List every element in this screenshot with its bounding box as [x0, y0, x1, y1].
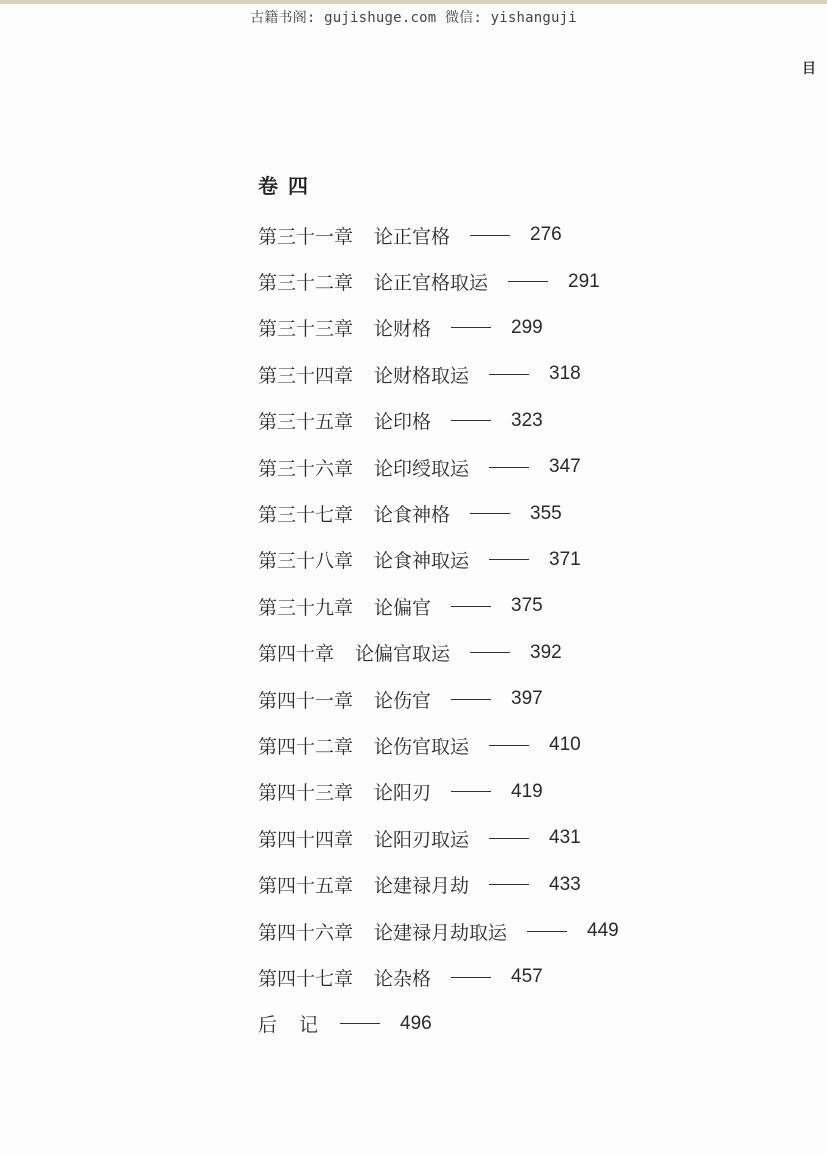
- toc-entry: [258, 305, 778, 351]
- chapter-number: 第四十二章: [258, 735, 354, 758]
- toc-entry: [258, 490, 778, 536]
- leader-dash: [489, 884, 529, 885]
- page-number: 410: [549, 734, 581, 756]
- leader-dash: [340, 1023, 380, 1024]
- page-number: 431: [549, 827, 581, 849]
- chapter-title: 论财格: [374, 318, 432, 341]
- page-number: 433: [549, 873, 581, 895]
- leader-dash: [451, 606, 491, 607]
- toc-entry: [258, 258, 778, 304]
- chapter-number: 第四十四章: [258, 828, 354, 851]
- toc-entry: [258, 212, 778, 258]
- toc-entry: [258, 815, 778, 861]
- leader-dash: [451, 420, 491, 421]
- leader-dash: [470, 652, 510, 653]
- leader-dash: [451, 327, 491, 328]
- toc-entry: [258, 630, 778, 676]
- chapter-title: 论伤官: [374, 689, 432, 712]
- page-number: 276: [530, 224, 562, 246]
- page-number: 323: [511, 409, 543, 431]
- chapter-number: 第三十七章: [258, 504, 354, 527]
- leader-dash: [527, 931, 567, 932]
- chapter-number: 第三十五章: [258, 411, 354, 434]
- chapter-number: 第三十六章: [258, 457, 354, 480]
- leader-dash: [470, 513, 510, 514]
- leader-dash: [489, 838, 529, 839]
- page-number: 375: [511, 595, 543, 617]
- toc-entry: [258, 351, 778, 397]
- toc-entry: [258, 444, 778, 490]
- chapter-number: 第四十六章: [258, 921, 354, 944]
- page-number: 419: [511, 780, 543, 802]
- chapter-number: 第三十二章: [258, 272, 354, 295]
- toc-entry: [258, 537, 778, 583]
- chapter-title: 论印绶取运: [374, 457, 470, 480]
- leader-dash: [489, 467, 529, 468]
- toc-entry: [258, 908, 778, 954]
- page-number: 392: [530, 641, 562, 663]
- leader-dash: [489, 559, 529, 560]
- chapter-number: 第四十三章: [258, 782, 354, 805]
- chapter-title: 论印格: [374, 411, 432, 434]
- chapter-number: 第四十章: [258, 643, 335, 666]
- chapter-number: 第三十四章: [258, 364, 354, 387]
- toc-entry: [258, 722, 778, 768]
- toc-entry: [258, 954, 778, 1000]
- leader-dash: [451, 699, 491, 700]
- chapter-number: 第三十八章: [258, 550, 354, 573]
- chapter-title: 论食神格: [374, 504, 451, 527]
- page-number: 496: [400, 1012, 432, 1034]
- chapter-number: 第三十三章: [258, 318, 354, 341]
- toc-entry: [258, 861, 778, 907]
- page-number: 318: [549, 363, 581, 385]
- leader-dash: [451, 977, 491, 978]
- chapter-title: 论正官格: [374, 225, 451, 248]
- leader-dash: [508, 281, 548, 282]
- page-number: 397: [511, 688, 543, 710]
- chapter-title: 论正官格取运: [374, 272, 489, 295]
- side-label: 目: [802, 61, 816, 77]
- leader-dash: [451, 791, 491, 792]
- page-number: 355: [530, 502, 562, 524]
- page-number: 449: [587, 920, 619, 942]
- leader-dash: [470, 235, 510, 236]
- volume-title: 卷四: [258, 174, 318, 198]
- toc-entry: [258, 676, 778, 722]
- page-number: 299: [511, 316, 543, 338]
- table-of-contents: [258, 212, 778, 1047]
- afterword-label: 后记: [258, 1014, 341, 1037]
- chapter-title: 论伤官取运: [374, 735, 470, 758]
- page-number: 371: [549, 548, 581, 570]
- chapter-title: 论阳刃: [374, 782, 432, 805]
- chapter-title: 论阳刃取运: [374, 828, 470, 851]
- chapter-number: 第三十九章: [258, 596, 354, 619]
- chapter-title: 论杂格: [374, 967, 432, 990]
- chapter-title: 论财格取运: [374, 364, 470, 387]
- chapter-title: 论建禄月劫: [374, 875, 470, 898]
- chapter-title: 论偏官取运: [355, 643, 451, 666]
- toc-entry: [258, 398, 778, 444]
- chapter-title: 论建禄月劫取运: [374, 921, 508, 944]
- page-number: 457: [511, 966, 543, 988]
- toc-entry-afterword: [258, 1001, 778, 1047]
- leader-dash: [489, 745, 529, 746]
- chapter-title: 论偏官: [374, 596, 432, 619]
- toc-entry: [258, 769, 778, 815]
- leader-dash: [489, 374, 529, 375]
- toc-entry: [258, 583, 778, 629]
- chapter-number: 第四十七章: [258, 967, 354, 990]
- chapter-number: 第四十一章: [258, 689, 354, 712]
- chapter-title: 论食神取运: [374, 550, 470, 573]
- watermark: 古籍书阁: gujishuge.com 微信: yishanguji: [250, 10, 577, 26]
- chapter-number: 第三十一章: [258, 225, 354, 248]
- page-number: 291: [568, 270, 600, 292]
- page-number: 347: [549, 456, 581, 478]
- top-border: [0, 0, 827, 4]
- chapter-number: 第四十五章: [258, 875, 354, 898]
